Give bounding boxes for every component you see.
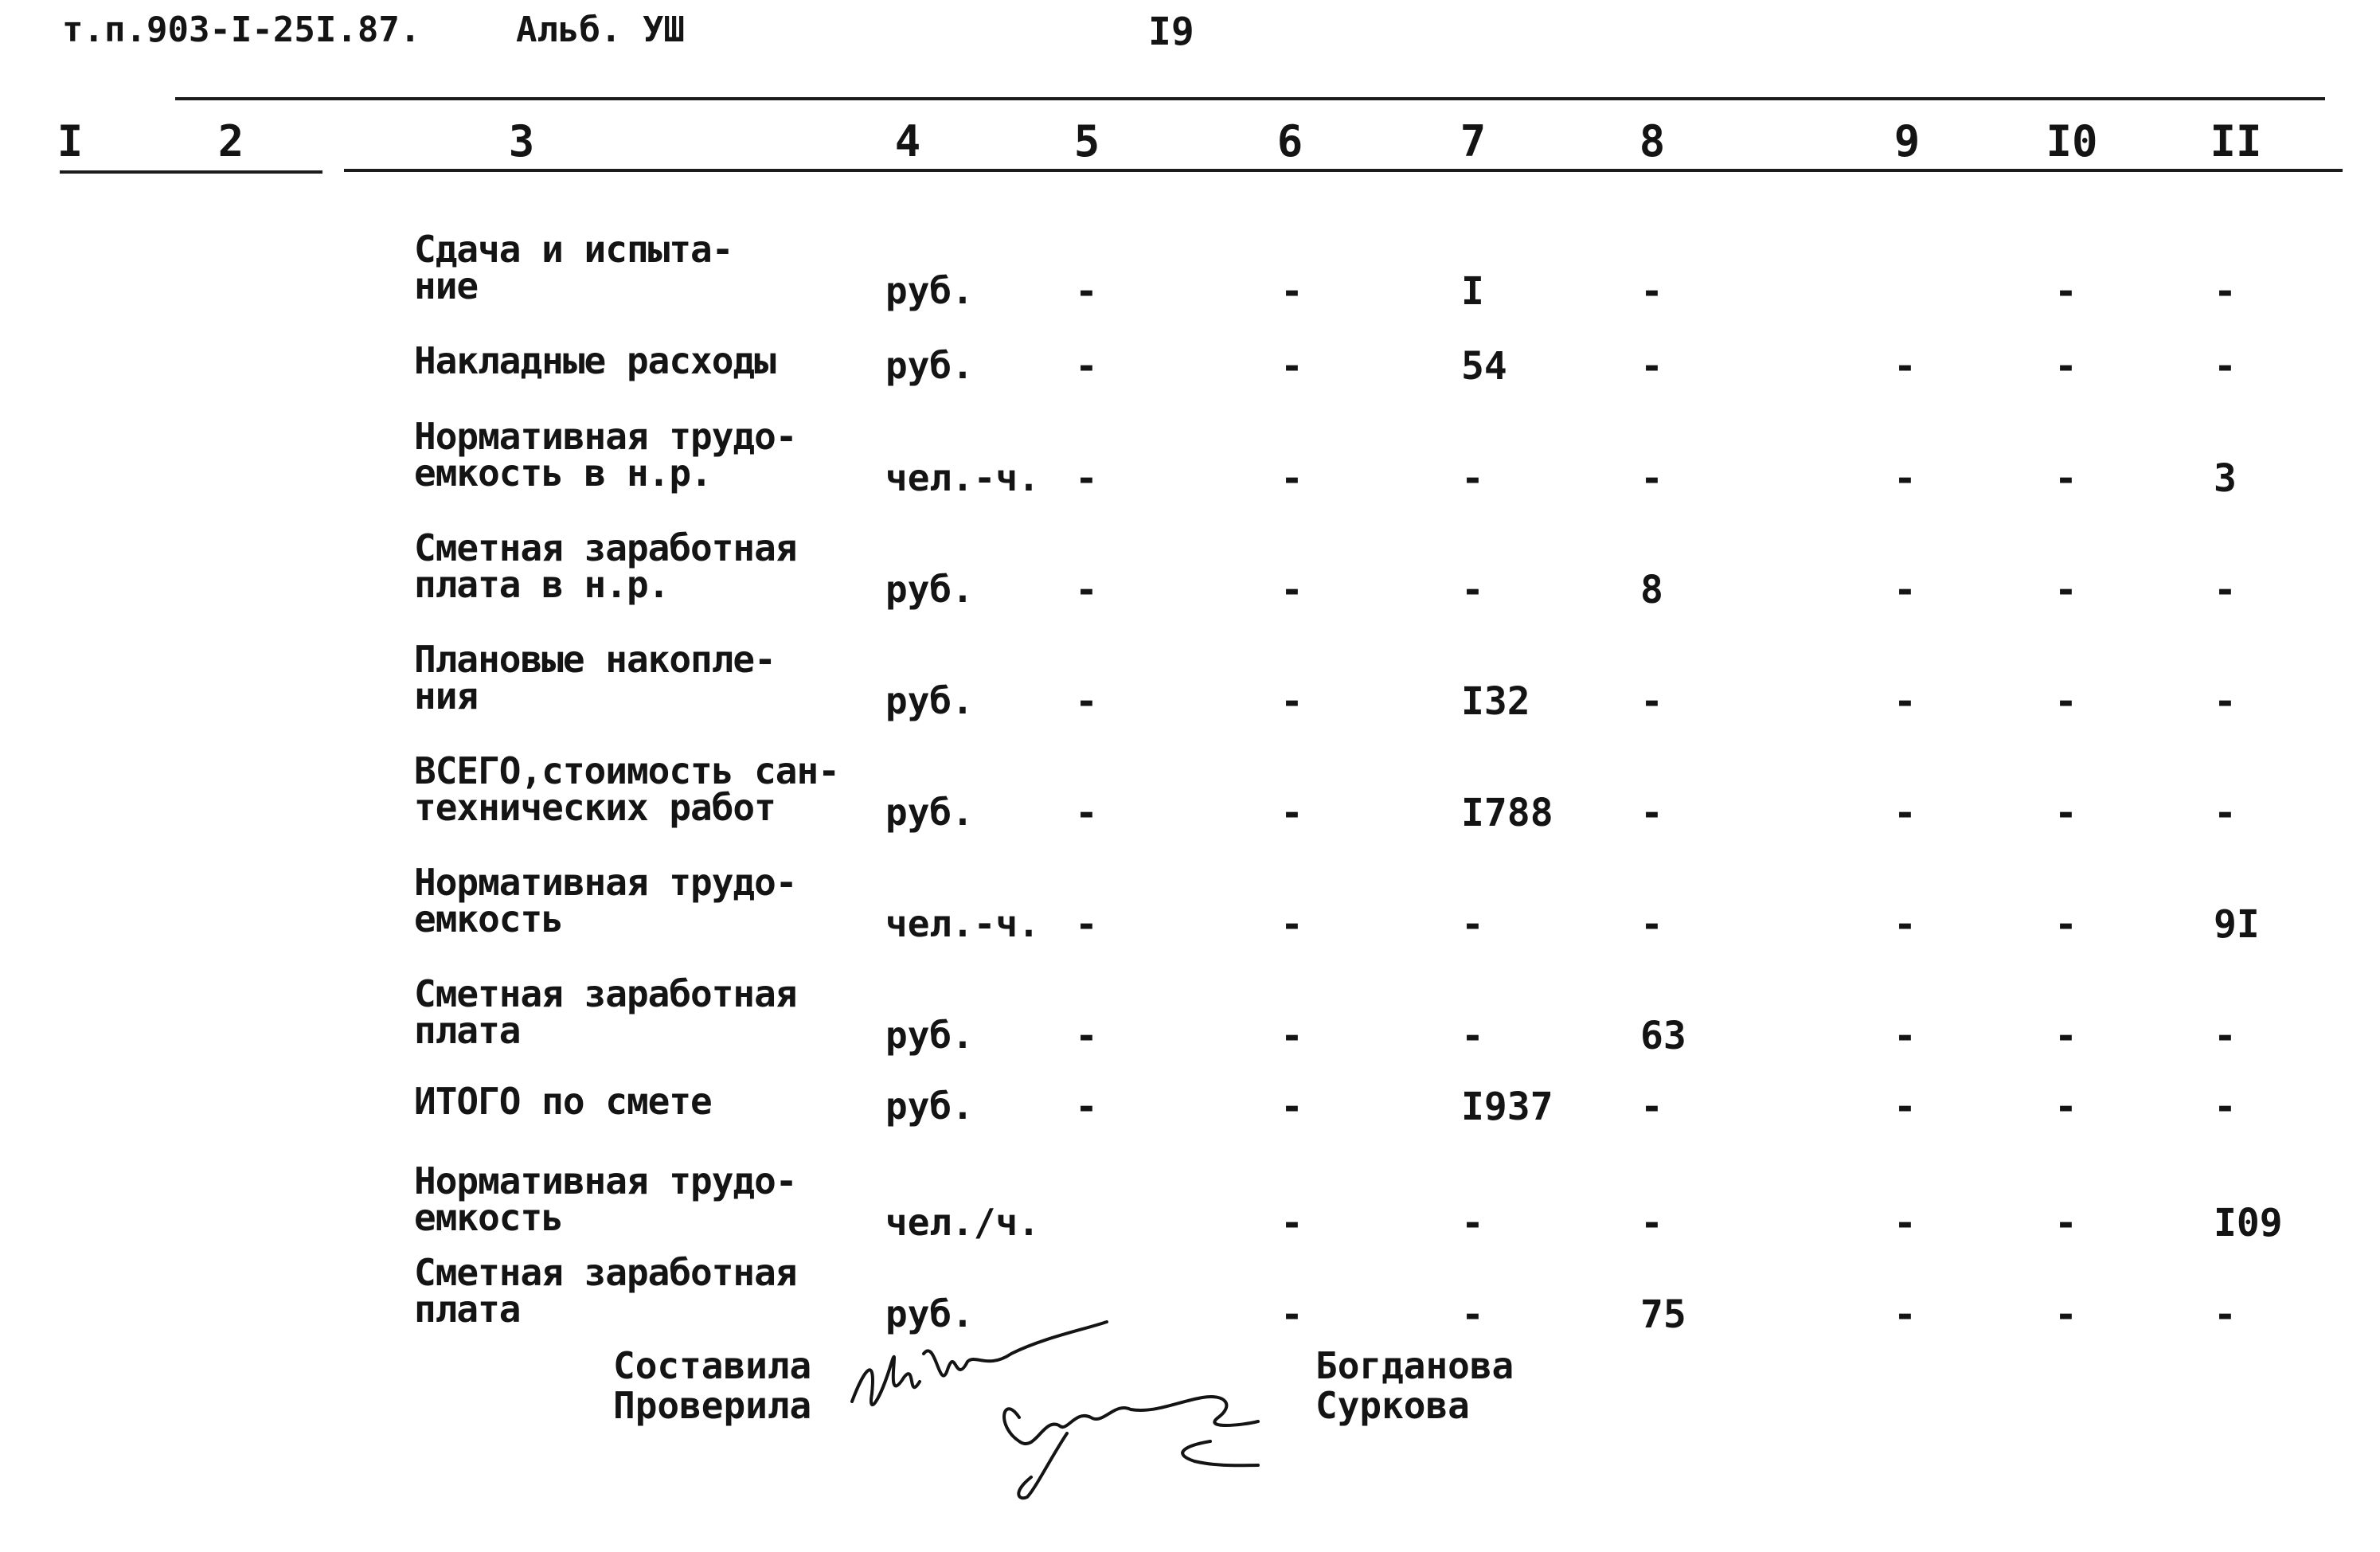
cell-col-6: - — [1280, 1085, 1303, 1129]
cell-col-11: - — [2214, 1014, 2237, 1058]
cell-col-6: - — [1280, 1014, 1303, 1058]
signature-labels — [613, 1346, 811, 1425]
cell-col-6: - — [1280, 344, 1303, 389]
cell-col-8: 75 — [1640, 1292, 1686, 1337]
cell-col-10: - — [2054, 568, 2077, 612]
column-number-3: 3 — [508, 116, 535, 166]
cell-col-6: - — [1280, 456, 1303, 501]
cell-col-7: - — [1461, 1014, 1484, 1058]
cell-col-7: - — [1461, 456, 1484, 501]
checked-by-name: Суркова — [1315, 1384, 1470, 1427]
cell-col-5: - — [1075, 456, 1098, 501]
cell-col-9: - — [1893, 791, 1917, 835]
cell-col-11: - — [2214, 1085, 2237, 1129]
row-label: Сметная заработная плата — [414, 1251, 797, 1331]
cell-col-10: - — [2054, 344, 2077, 389]
header-underline-right — [344, 169, 2343, 172]
row-label: Накладные расходы — [414, 339, 776, 382]
page-number: I9 — [1148, 10, 1194, 54]
cell-col-6: - — [1280, 269, 1303, 314]
row-unit: руб. — [885, 1085, 974, 1128]
row-unit: руб. — [885, 344, 974, 387]
cell-col-7: - — [1461, 568, 1484, 612]
cell-col-9: - — [1893, 344, 1917, 389]
cell-col-10: - — [2054, 1014, 2077, 1058]
cell-col-5: - — [1075, 1085, 1098, 1129]
cell-col-5: - — [1075, 902, 1098, 947]
cell-col-5: - — [1075, 269, 1098, 314]
handwritten-signatures — [828, 1306, 1290, 1505]
cell-col-9: - — [1893, 456, 1917, 501]
row-unit: руб. — [885, 791, 974, 834]
cell-col-8: - — [1640, 679, 1663, 724]
row-label: Сметная заработная плата — [414, 972, 797, 1052]
cell-col-11: 3 — [2214, 456, 2237, 501]
cell-col-6: - — [1280, 902, 1303, 947]
cell-col-8: - — [1640, 1201, 1663, 1245]
cell-col-11: 9I — [2214, 902, 2260, 947]
row-label: ИТОГО по смете — [414, 1080, 712, 1123]
document-reference: т.п.903-I-25I.87. — [62, 10, 421, 50]
cell-col-5: - — [1075, 679, 1098, 724]
cell-col-10: - — [2054, 456, 2077, 501]
cell-col-8: - — [1640, 456, 1663, 501]
cell-col-11: - — [2214, 344, 2237, 389]
cell-col-10: - — [2054, 269, 2077, 314]
row-unit: руб. — [885, 1014, 974, 1057]
album-label: Альб. УШ — [516, 10, 685, 50]
cell-col-11: - — [2214, 1292, 2237, 1337]
cell-col-10: - — [2054, 791, 2077, 835]
row-unit: чел.-ч. — [885, 902, 1040, 945]
compiled-by-label: Составила — [613, 1344, 812, 1387]
checked-by-label: Проверила — [613, 1384, 812, 1427]
cell-col-6: - — [1280, 1292, 1303, 1337]
row-unit: руб. — [885, 1292, 974, 1335]
cell-col-7: I937 — [1461, 1085, 1553, 1129]
cell-col-8: - — [1640, 791, 1663, 835]
cell-col-5: - — [1075, 344, 1098, 389]
cell-col-11: - — [2214, 269, 2237, 314]
cell-col-9: - — [1893, 1292, 1917, 1337]
column-number-9: 9 — [1893, 116, 1921, 166]
row-label: Нормативная трудо- емкость — [414, 861, 797, 940]
column-number-6: 6 — [1276, 116, 1303, 166]
header-underline-left — [60, 170, 322, 174]
cell-col-9: - — [1893, 568, 1917, 612]
cell-col-8: - — [1640, 344, 1663, 389]
column-number-10: I0 — [2046, 116, 2098, 166]
cell-col-7: - — [1461, 902, 1484, 947]
cell-col-9: - — [1893, 679, 1917, 724]
cell-col-5: - — [1075, 568, 1098, 612]
cell-col-7: - — [1461, 1201, 1484, 1245]
cell-col-7: I32 — [1461, 679, 1530, 724]
cell-col-8: - — [1640, 1085, 1663, 1129]
cell-col-10: - — [2054, 902, 2077, 947]
column-number-2: 2 — [217, 116, 244, 166]
row-unit: чел.-ч. — [885, 456, 1040, 499]
cell-col-9: - — [1893, 1014, 1917, 1058]
cell-col-11: - — [2214, 679, 2237, 724]
cell-col-5: - — [1075, 1014, 1098, 1058]
column-number-11: II — [2210, 116, 2262, 166]
cell-col-6: - — [1280, 568, 1303, 612]
cell-col-7: I — [1461, 269, 1484, 314]
cell-col-7: I788 — [1461, 791, 1553, 835]
row-label: Сдача и испыта- ние — [414, 228, 733, 307]
cell-col-6: - — [1280, 1201, 1303, 1245]
cell-col-9: - — [1893, 1085, 1917, 1129]
row-label: Нормативная трудо- емкость в н.р. — [414, 415, 797, 495]
top-rule — [175, 97, 2325, 100]
row-unit: руб. — [885, 269, 974, 312]
row-unit: чел./ч. — [885, 1201, 1040, 1244]
cell-col-11: - — [2214, 568, 2237, 612]
cell-col-8: - — [1640, 902, 1663, 947]
compiled-by-name: Богданова — [1315, 1344, 1514, 1387]
row-label: Сметная заработная плата в н.р. — [414, 526, 797, 606]
row-label: Плановые накопле- ния — [414, 638, 776, 717]
cell-col-11: I09 — [2214, 1201, 2283, 1245]
row-unit: руб. — [885, 568, 974, 611]
column-number-5: 5 — [1073, 116, 1100, 166]
column-number-1: I — [57, 116, 84, 166]
cell-col-9: - — [1893, 902, 1917, 947]
cell-col-6: - — [1280, 791, 1303, 835]
row-unit: руб. — [885, 679, 974, 722]
column-number-4: 4 — [894, 116, 921, 166]
cell-col-8: 63 — [1640, 1014, 1686, 1058]
cell-col-5: - — [1075, 791, 1098, 835]
signature-names — [1315, 1346, 1514, 1425]
column-number-8: 8 — [1639, 116, 1666, 166]
cell-col-8: - — [1640, 269, 1663, 314]
cell-col-10: - — [2054, 1085, 2077, 1129]
cell-col-10: - — [2054, 1201, 2077, 1245]
row-label: Нормативная трудо- емкость — [414, 1159, 797, 1239]
cell-col-10: - — [2054, 679, 2077, 724]
cell-col-11: - — [2214, 791, 2237, 835]
cell-col-10: - — [2054, 1292, 2077, 1337]
cell-col-7: - — [1461, 1292, 1484, 1337]
cell-col-8: 8 — [1640, 568, 1663, 612]
cell-col-6: - — [1280, 679, 1303, 724]
row-label: ВСЕГО,стоимость сан- технических работ — [414, 749, 839, 829]
cell-col-7: 54 — [1461, 344, 1507, 389]
cell-col-9: - — [1893, 1201, 1917, 1245]
column-number-7: 7 — [1460, 116, 1487, 166]
